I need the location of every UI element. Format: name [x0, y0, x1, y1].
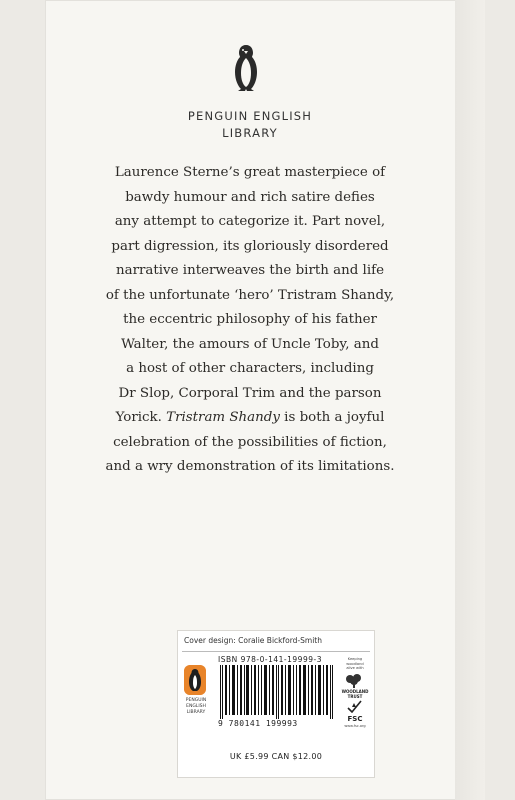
woodland-trust-line: WOODLAND — [341, 689, 369, 694]
cover-design-credit: Cover design: Coralie Bickford-Smith — [184, 636, 322, 645]
blurb-text — [100, 161, 400, 480]
cover-edge — [455, 0, 485, 800]
blurb-line: and a wry demonstration of its limitations. — [105, 459, 395, 474]
blurb-line: part digression, its gloriously disordered — [111, 238, 389, 254]
blurb-text-segment: is both a joyful — [279, 410, 385, 425]
blurb-line: the eccentric philosophy of his father — [123, 312, 377, 327]
book-title-italic: Tristram Shandy — [166, 410, 280, 425]
divider — [182, 651, 370, 652]
blurb-line: narrative interweaves the birth and life — [116, 263, 384, 278]
woodland-tagline-line: Keeping — [347, 657, 363, 661]
small-logo-label-line: PENGUIN — [185, 698, 207, 703]
fsc-label: FSC — [347, 715, 363, 723]
blurb-line: a host of other characters, including — [126, 361, 374, 376]
blurb-line — [100, 406, 400, 431]
barcode-info-box — [177, 630, 375, 778]
series-title — [150, 108, 350, 142]
barcode — [218, 665, 336, 719]
woodland-tagline-line: woodland — [346, 661, 364, 666]
woodland-tagline — [338, 657, 372, 671]
penguin-icon — [184, 665, 206, 695]
blurb-line: any attempt to categorize it. Part novel, — [114, 214, 386, 229]
blurb-line: Walter, the amours of Uncle Toby, and — [121, 336, 379, 352]
blurb-line: bawdy humour and rich satire defies — [125, 189, 375, 205]
woodland-trust-line: TRUST — [347, 694, 363, 699]
blurb-text-segment: Yorick. — [115, 410, 167, 425]
blurb-line: Laurence Sterne’s great masterpiece of — [114, 165, 386, 180]
woodland-tagline-line: alive with — [346, 666, 364, 671]
penguin-icon — [232, 44, 260, 92]
tree-icon — [345, 674, 363, 688]
small-logo-label-line: ENGLISH — [186, 704, 206, 709]
price-text: UK £5.99 CAN $12.00 — [229, 752, 323, 761]
barcode-number: 9 780141 199993 — [218, 719, 298, 728]
blurb-line: celebration of the possibilities of fiction, — [113, 434, 387, 450]
small-logo-label — [180, 698, 212, 716]
blurb-line: Dr Slop, Corporal Trim and the parson — [118, 385, 382, 401]
fsc-tree-check-icon — [347, 700, 362, 713]
woodland-trust-label — [338, 689, 372, 699]
small-logo-label-line: LIBRARY — [186, 710, 206, 715]
isbn-text: ISBN 978-0-141-19999-3 — [218, 655, 322, 664]
blurb-line: of the unfortunate ‘hero’ Tristram Shandy, — [105, 287, 395, 303]
series-title-line-2: LIBRARY — [222, 126, 278, 140]
fsc-url: www.fsc.org — [344, 724, 366, 728]
series-title-line-1: PENGUIN ENGLISH — [187, 109, 313, 123]
